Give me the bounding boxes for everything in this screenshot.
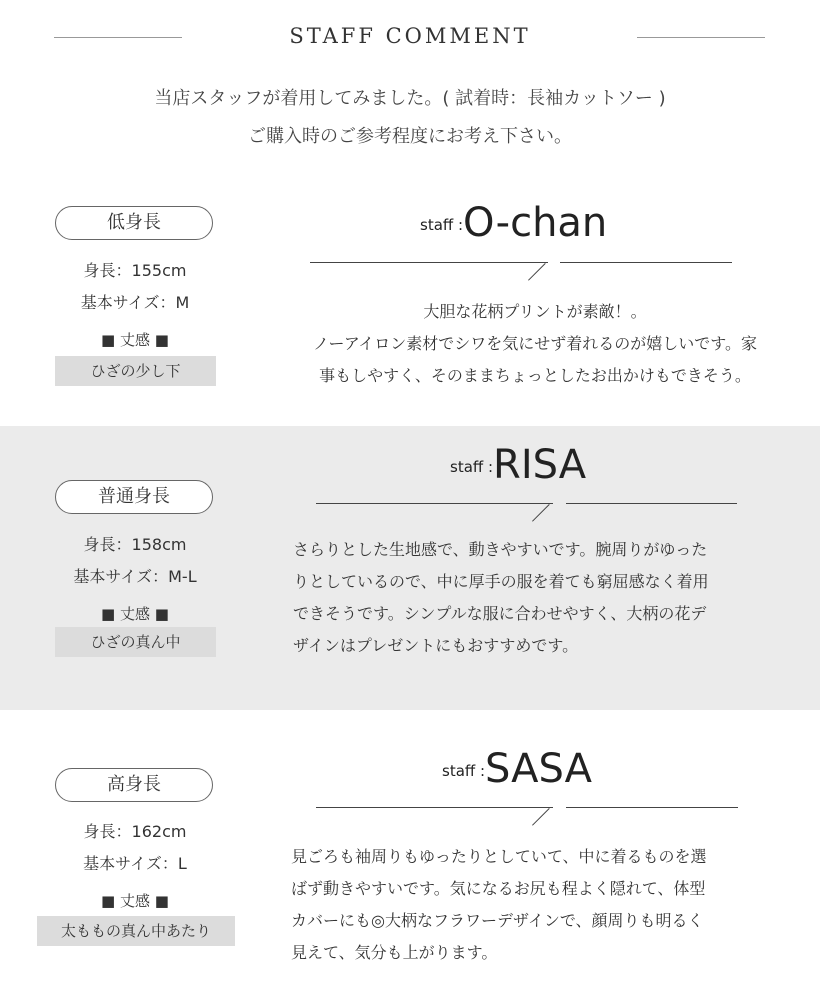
height-type-badge: 普通身長 bbox=[55, 480, 213, 514]
staff-label: staff : bbox=[420, 216, 464, 234]
comment-line: さらりとした生地感で、動きやすいです。腕周りがゆった bbox=[293, 540, 708, 559]
name-underline-right bbox=[566, 503, 737, 504]
staff-name-heading bbox=[420, 200, 607, 246]
staff-height: 身長：155cm bbox=[83, 261, 187, 280]
speech-pointer bbox=[532, 504, 550, 522]
staff-size: 基本サイズ：L bbox=[83, 854, 187, 873]
name-underline-left bbox=[310, 262, 548, 263]
staff-label: staff : bbox=[442, 762, 486, 780]
staff-label: staff : bbox=[450, 458, 494, 476]
comment-line: 大胆な花柄プリントが素敵！。 bbox=[423, 302, 647, 321]
name-underline-right bbox=[560, 262, 732, 263]
comment-line: 事もしやすく、そのままちょっとしたお出かけもできそう。 bbox=[319, 366, 751, 385]
staff-section-risa bbox=[0, 426, 820, 710]
length-value-badge: ひざの真ん中 bbox=[55, 627, 216, 657]
name-underline-left bbox=[316, 503, 553, 504]
intro-text: 当店スタッフが着用してみました。( 試着時：長袖カットソー ) bbox=[154, 88, 666, 109]
staff-section-ochan bbox=[0, 180, 820, 426]
staff-name: SASA bbox=[485, 746, 593, 792]
comment-line: ノーアイロン素材でシワを気にせず着れるのが嬉しいです。家 bbox=[312, 334, 757, 353]
comment-line: ザインはプレゼントにもおすすめです。 bbox=[293, 636, 579, 655]
length-label: ■ 丈感 ■ bbox=[101, 892, 169, 910]
staff-comment bbox=[293, 534, 773, 662]
length-label: ■ 丈感 ■ bbox=[101, 605, 169, 623]
comment-line: カバーにも◎大柄なフラワーデザインで、顔周りも明るく bbox=[291, 911, 704, 930]
header bbox=[0, 0, 820, 180]
staff-name: O-chan bbox=[463, 200, 608, 246]
staff-name: RISA bbox=[493, 442, 587, 488]
staff-comment bbox=[275, 296, 795, 392]
staff-name-heading bbox=[450, 442, 586, 488]
staff-size: 基本サイズ：M-L bbox=[73, 567, 197, 586]
title-rule-right bbox=[637, 37, 765, 38]
staff-height: 身長：158cm bbox=[83, 535, 187, 554]
name-underline-left bbox=[316, 807, 553, 808]
speech-pointer bbox=[528, 263, 546, 281]
staff-height: 身長：162cm bbox=[83, 822, 187, 841]
height-type-badge: 高身長 bbox=[55, 768, 213, 802]
speech-pointer bbox=[532, 808, 550, 826]
intro-text: ご購入時のご参考程度にお考え下さい。 bbox=[248, 126, 572, 147]
comment-line: ばず動きやすいです。気になるお尻も程よく隠れて、体型 bbox=[291, 879, 706, 898]
staff-name-heading bbox=[442, 746, 592, 792]
page-title: STAFF COMMENT bbox=[289, 24, 531, 48]
comment-line: 見ごろも袖周りもゆったりとしていて、中に着るものを選 bbox=[291, 847, 707, 866]
staff-size: 基本サイズ：M bbox=[80, 293, 190, 312]
length-value-badge: ひざの少し下 bbox=[55, 356, 216, 386]
length-label: ■ 丈感 ■ bbox=[101, 331, 169, 349]
height-type-badge: 低身長 bbox=[55, 206, 213, 240]
comment-line: できそうです。シンプルな服に合わせやすく、大柄の花デ bbox=[293, 604, 707, 623]
staff-comment bbox=[291, 841, 771, 969]
name-underline-right bbox=[566, 807, 738, 808]
comment-line: りとしているので、中に厚手の服を着ても窮屈感なく着用 bbox=[293, 572, 709, 591]
comment-line: 見えて、気分も上がります。 bbox=[291, 943, 498, 962]
staff-section-sasa bbox=[0, 710, 820, 1000]
length-value-badge: 太ももの真ん中あたり bbox=[37, 916, 235, 946]
